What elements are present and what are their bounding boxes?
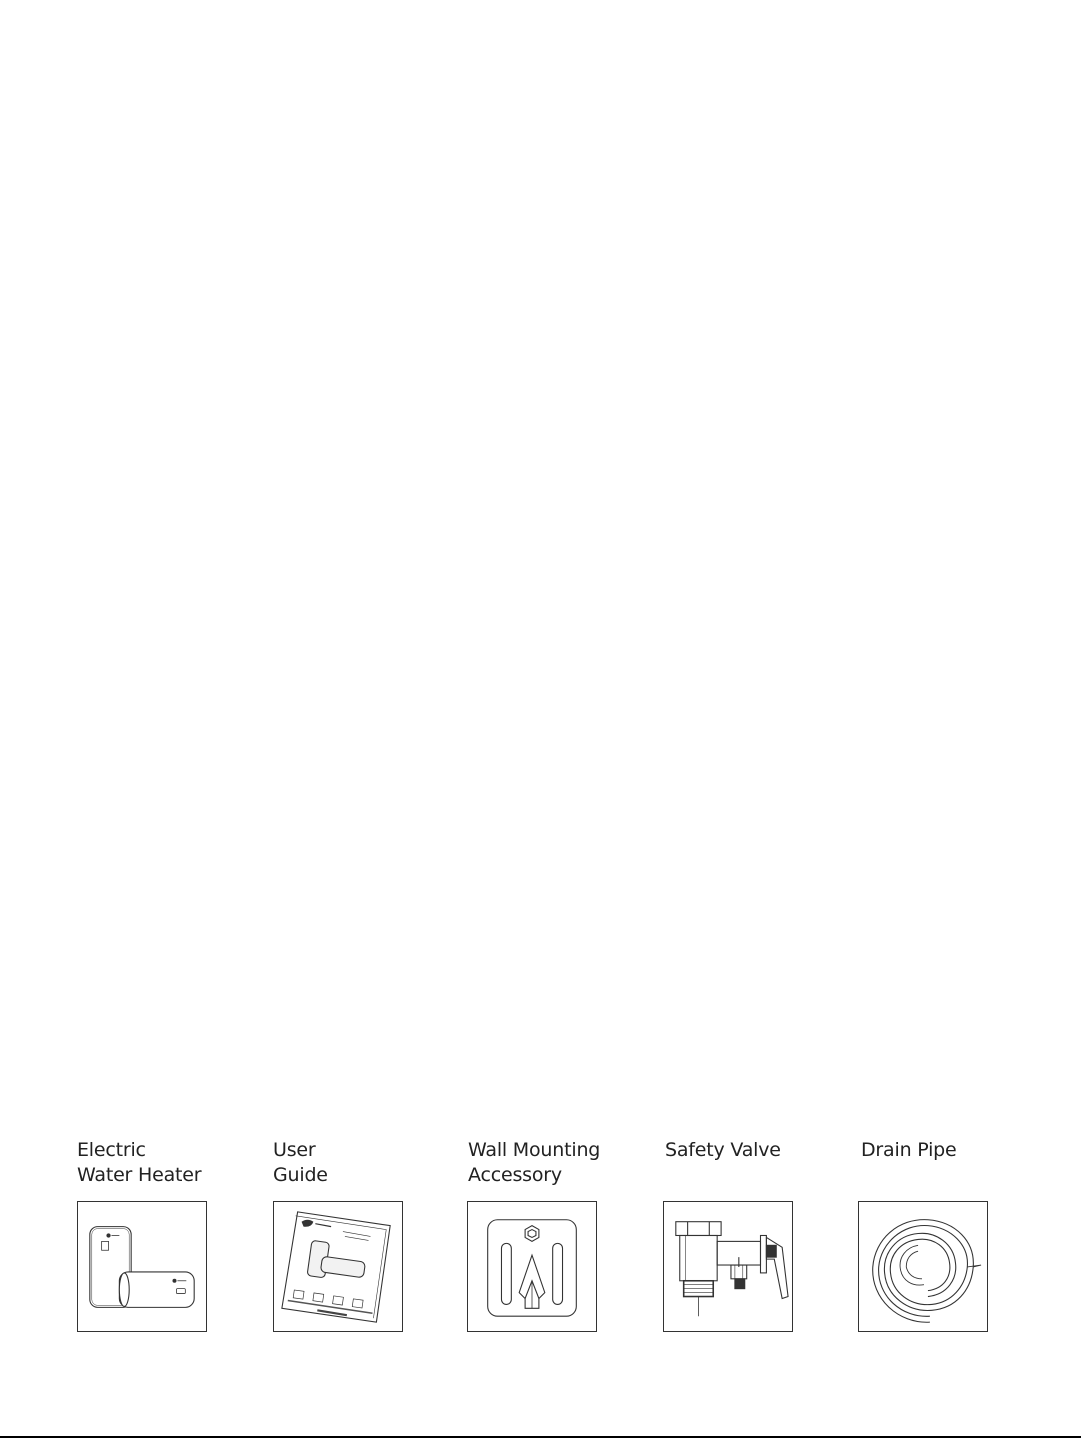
accessory-electric-water-heater <box>77 1138 217 1188</box>
drain-pipe-icon <box>858 1201 988 1332</box>
accessory-wall-mounting <box>468 1138 608 1188</box>
accessory-user-guide <box>273 1138 413 1188</box>
water-heater-icon <box>77 1201 207 1332</box>
accessory-label-line2: Accessory <box>468 1164 562 1186</box>
accessory-label-line1: Safety Valve <box>665 1139 781 1161</box>
accessory-label <box>273 1138 413 1188</box>
accessory-label <box>468 1138 608 1188</box>
accessory-label-line1: Drain Pipe <box>861 1139 957 1161</box>
accessory-label <box>861 1138 1001 1188</box>
accessory-label-line2: Water Heater <box>77 1164 202 1186</box>
user-guide-icon <box>273 1201 403 1332</box>
accessory-label-line2: Guide <box>273 1164 328 1186</box>
accessory-label-line1: Wall Mounting <box>468 1139 601 1161</box>
accessory-label <box>77 1138 217 1188</box>
accessory-label-line1: Electric <box>77 1139 146 1161</box>
accessory-safety-valve <box>665 1138 805 1188</box>
wall-mount-icon <box>467 1201 597 1332</box>
accessory-label <box>665 1138 805 1188</box>
accessory-drain-pipe <box>861 1138 1001 1188</box>
bottom-rule <box>0 1436 1081 1438</box>
safety-valve-icon <box>663 1201 793 1332</box>
accessory-label-line1: User <box>273 1139 316 1161</box>
